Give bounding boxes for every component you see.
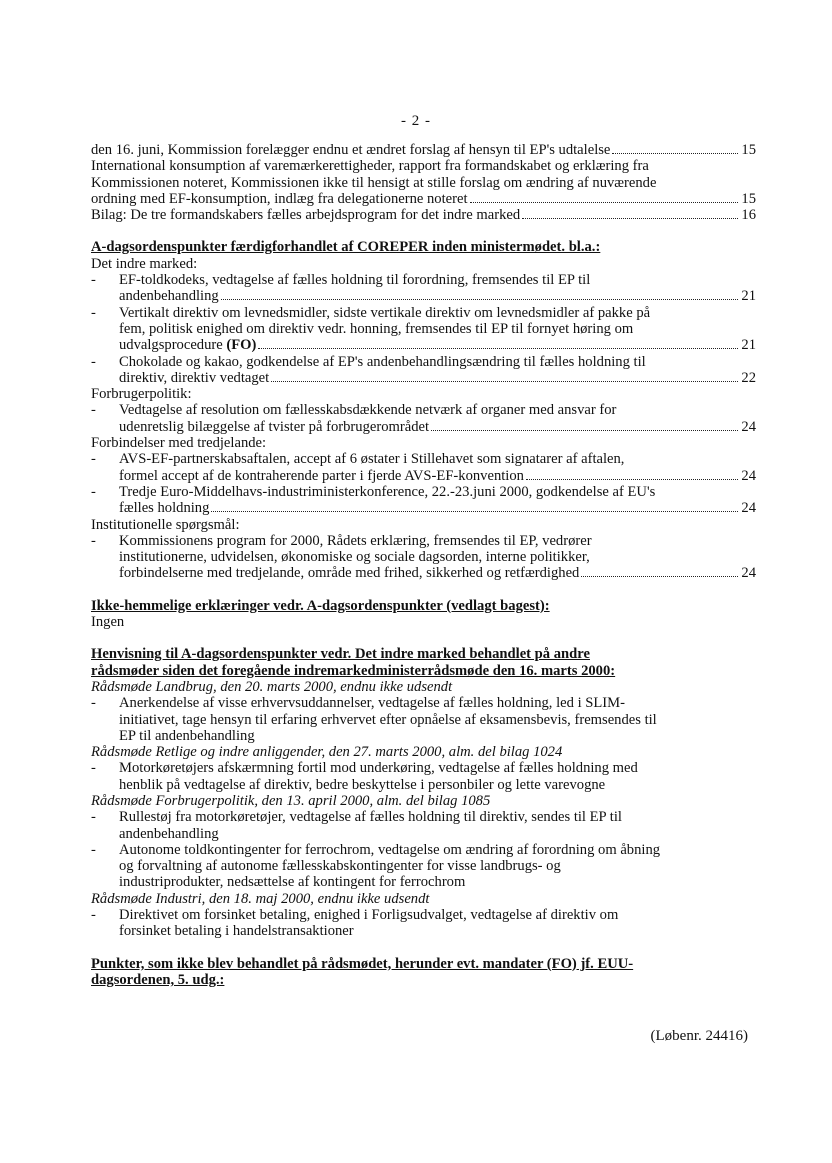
list-item-line: AVS-EF-partnerskabsaftalen, accept af 6 østater i Stillehavet som signatarer af aftalen, <box>119 451 625 468</box>
dot-leader <box>221 298 739 300</box>
bullet-dash: - <box>91 760 96 777</box>
list-item-line: Motorkøretøjers afskærmning fortil mod underkøring, vedtagelse af fælles holdning med <box>119 760 638 777</box>
list-item-line: Vedtagelse af resolution om fællesskabsdækkende netværk af organer med ansvar for <box>119 402 617 419</box>
bullet-dash: - <box>91 451 96 468</box>
meeting-title: Rådsmøde Retlige og indre anliggender, den 27. marts 2000, alm. del bilag 1024 <box>91 744 563 761</box>
bullet-dash: - <box>91 272 96 289</box>
toc-page-number: 15 <box>741 190 756 207</box>
list-item <box>91 907 756 940</box>
list-item-line: Autonome toldkontingenter for ferrochrom, vedtagelse om ændring af forordning om åbning <box>119 841 661 858</box>
list-item-line: institutionerne, udvidelsen, økonomiske og sociale dagsorden, interne politikker, <box>119 549 590 566</box>
toc-page-number: 22 <box>741 369 756 386</box>
bullet-dash: - <box>91 353 96 370</box>
serial-number: (Løbenr. 24416) <box>650 1028 748 1044</box>
toc-entry-text: den 16. juni, Kommission forelægger endnu et ændret forslag af hensyn til EP's udtalelse <box>91 142 611 158</box>
list-item-line: andenbehandling <box>119 825 219 842</box>
list-item-line: initiativet, tage hensyn til erfaring erhvervet efter opnåelse af eksamensbevis, fremsendes til <box>119 711 657 728</box>
bullet-dash: - <box>91 907 96 924</box>
section-heading-references: rådsmøder siden det foregående indremarkedministerrådsmøde den 16. marts 2000: <box>91 662 616 679</box>
bullet-dash: - <box>91 841 96 858</box>
list-item-line: fem, politisk enighed om direktiv vedr. honning, fremsendes til EP til fornyet høring om <box>119 320 634 337</box>
list-item <box>91 533 756 582</box>
section-body-text: Ingen <box>91 614 125 631</box>
section-heading-unhandled-items: dagsordenen, 5. udg.: <box>91 971 225 988</box>
list-item-line: og forvaltning af autonome fællesskabskontingenter for visse landbrugs- og <box>119 858 561 875</box>
toc-page-number: 24 <box>741 500 756 517</box>
list-item <box>91 695 756 744</box>
toc-entry-line: International konsumption af varemærkerettigheder, rapport fra formandskabet og erklæring fra <box>91 158 649 175</box>
meeting-title: Rådsmøde Industri, den 18. maj 2000, endnu ikke udsendt <box>91 890 430 907</box>
list-item <box>91 272 756 305</box>
toc-entry <box>91 142 756 158</box>
toc-page-number: 24 <box>741 418 756 435</box>
toc-page-number: 21 <box>741 288 756 305</box>
bullet-dash: - <box>91 695 96 712</box>
page-number: - 2 - <box>401 113 431 129</box>
toc-entry-line: Kommissionen noteret, Kommissionen ikke til hensigt at stille forslag om ændring af nuværende <box>91 174 657 191</box>
bullet-dash: - <box>91 532 96 549</box>
list-item-line: fælles holdning <box>119 500 210 517</box>
list-item-line: udvalgsprocedure <box>119 337 223 354</box>
dot-leader <box>581 575 738 577</box>
group-title: Institutionelle spørgsmål: <box>91 516 240 533</box>
dot-leader <box>211 510 738 512</box>
list-item-line: udenretslig bilæggelse af tvister på forbrugerområdet <box>119 418 430 435</box>
list-item <box>91 402 756 435</box>
document-body <box>91 142 756 988</box>
section-heading-references: Henvisning til A-dagsordenspunkter vedr. Det indre marked behandlet på andre <box>91 646 590 663</box>
list-item <box>91 760 756 793</box>
list-item-line: Direktivet om forsinket betaling, enighed i Forligsudvalget, vedtagelse af direktiv om <box>119 907 619 924</box>
list-item-line: Chokolade og kakao, godkendelse af EP's andenbehandlingsændring til fælles holdning til <box>119 353 646 370</box>
list-item-line: henblik på vedtagelse af direktiv, bedre beskyttelse i personbiler og lette varevogne <box>119 776 606 793</box>
list-item <box>91 305 756 354</box>
list-item-line: EP til andenbehandling <box>119 727 255 744</box>
dot-leader <box>271 380 738 382</box>
bullet-dash: - <box>91 809 96 826</box>
list-item-line: Rullestøj fra motorkøretøjer, vedtagelse af fælles holdning til direktiv, sendes til EP til <box>119 809 622 826</box>
list-item-line: forsinket betaling i handelstransaktioner <box>119 923 354 940</box>
group-title: Forbrugerpolitik: <box>91 386 192 403</box>
list-item-line: formel accept af de kontraherende parter i fjerde AVS-EF-konvention <box>119 467 524 484</box>
section-heading-declarations: Ikke-hemmelige erklæringer vedr. A-dagsordenspunkter (vedlagt bagest): <box>91 597 550 614</box>
dot-leader <box>612 152 738 154</box>
dot-leader <box>470 201 739 203</box>
group-title: Det indre marked: <box>91 255 198 272</box>
toc-entry <box>91 207 756 223</box>
list-item <box>91 484 756 517</box>
list-item-line: andenbehandling <box>119 288 219 305</box>
section-heading-a-items: A-dagsordenspunkter færdigforhandlet af COREPER inden ministermødet. bl.a.: <box>91 239 601 256</box>
list-item-line: Vertikalt direktiv om levnedsmidler, sidste vertikale direktiv om levnedsmidler af pakke på <box>119 304 651 321</box>
group-title: Forbindelser med tredjelande: <box>91 435 267 452</box>
list-item-line: industriprodukter, nedsættelse af kontingent for ferrochrom <box>119 874 466 891</box>
list-item <box>91 809 756 842</box>
list-item-line: direktiv, direktiv vedtaget <box>119 369 270 386</box>
dot-leader <box>522 217 738 219</box>
toc-page-number: 24 <box>741 565 756 582</box>
toc-page-number: 16 <box>741 207 756 224</box>
toc-page-number: 15 <box>741 142 756 158</box>
toc-page-number: 21 <box>741 337 756 354</box>
toc-entry-text: Bilag: De tre formandskabers fælles arbejdsprogram for det indre marked <box>91 207 521 224</box>
section-heading-unhandled-items: Punkter, som ikke blev behandlet på rådsmødet, herunder evt. mandater (FO) jf. EUU- <box>91 955 634 972</box>
meeting-title: Rådsmøde Forbrugerpolitik, den 13. april 2000, alm. del bilag 1085 <box>91 792 491 809</box>
toc-entry-text: ordning med EF-konsumption, indlæg fra delegationerne noteret <box>91 190 468 207</box>
list-item-line: EF-toldkodeks, vedtagelse af fælles holdning til forordning, fremsendes til EP til <box>119 272 591 289</box>
dot-leader <box>526 478 738 480</box>
bullet-dash: - <box>91 402 96 419</box>
list-item <box>91 451 756 484</box>
toc-entry <box>91 191 756 207</box>
fo-marker: (FO) <box>222 337 257 354</box>
dot-leader <box>258 347 738 349</box>
toc-page-number: 24 <box>741 467 756 484</box>
list-item-line: forbindelserne med tredjelande, område med frihed, sikkerhed og retfærdighed <box>119 565 580 582</box>
dot-leader <box>431 429 738 431</box>
bullet-dash: - <box>91 483 96 500</box>
list-item-line: Tredje Euro-Middelhavs-industriministerkonference, 22.-23.juni 2000, godkendelse af EU's <box>119 483 656 500</box>
meeting-title: Rådsmøde Landbrug, den 20. marts 2000, endnu ikke udsendt <box>91 678 453 695</box>
bullet-dash: - <box>91 304 96 321</box>
list-item <box>91 842 756 891</box>
list-item-line: Kommissionens program for 2000, Rådets erklæring, fremsendes til EP, vedrører <box>119 532 592 549</box>
list-item <box>91 354 756 387</box>
list-item-line: Anerkendelse af visse erhvervsuddannelser, vedtagelse af fælles holdning, led i SLIM- <box>119 695 625 712</box>
